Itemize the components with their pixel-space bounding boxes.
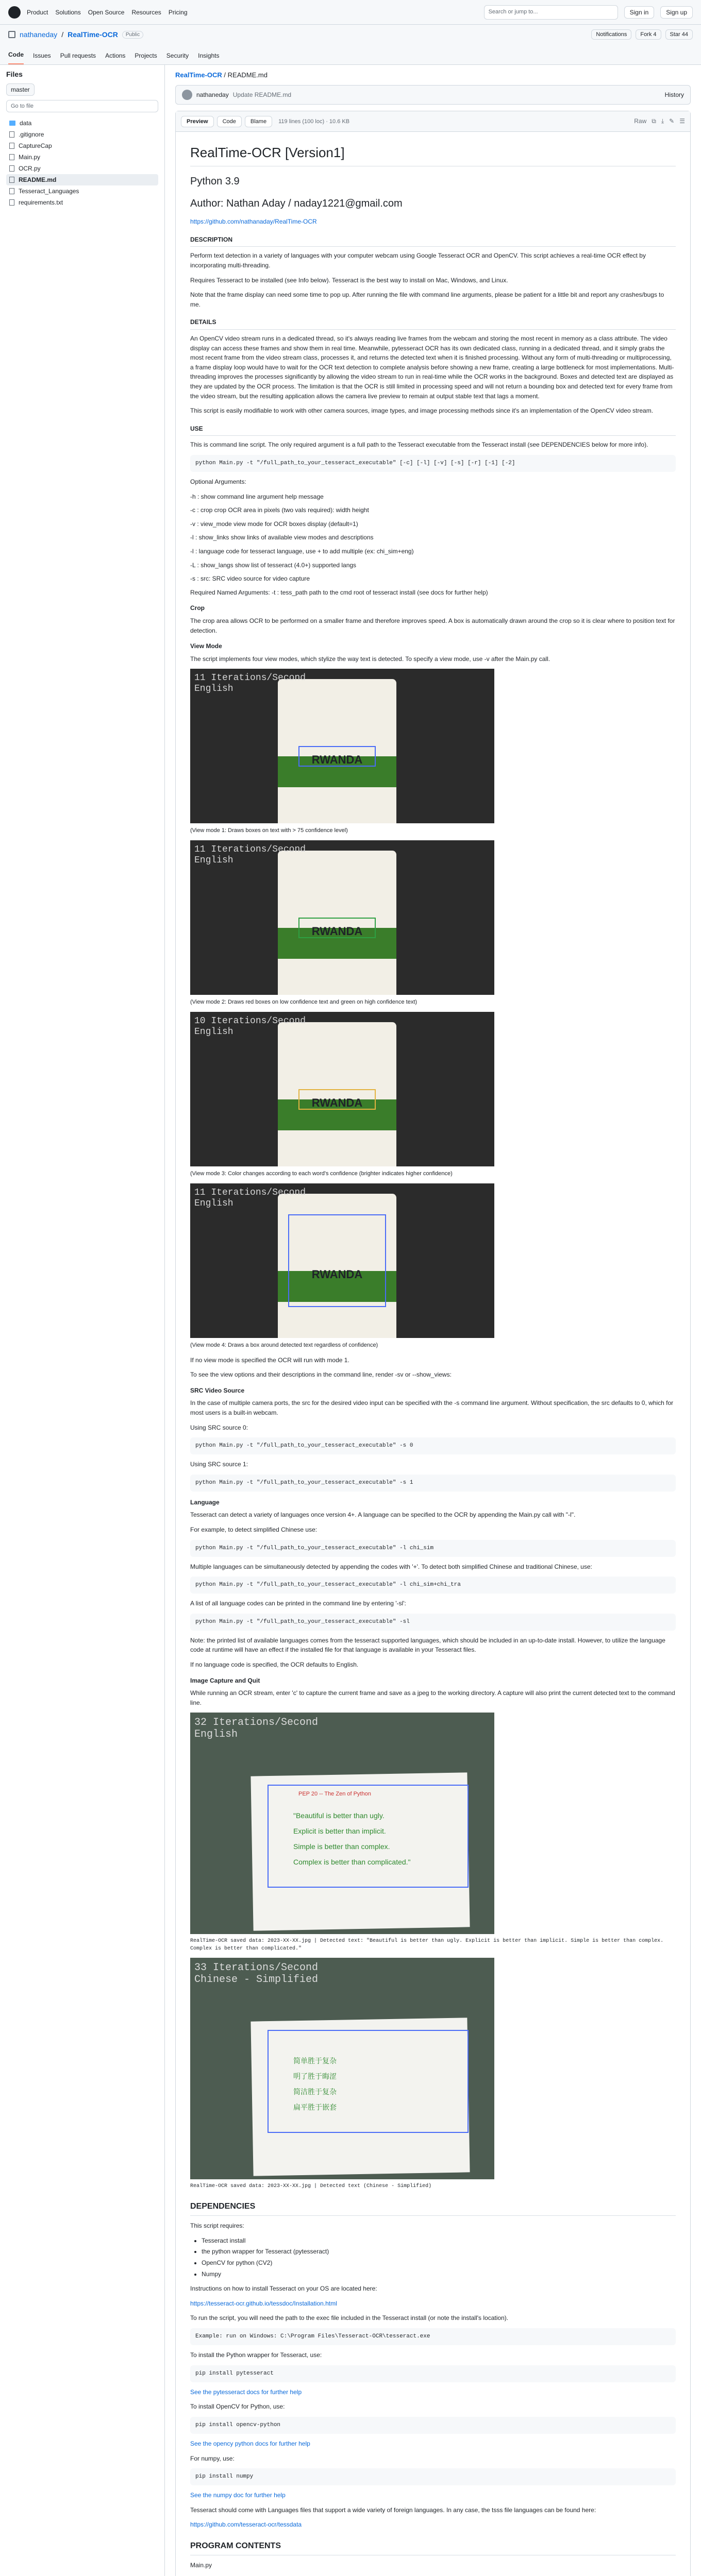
numpy-docs-link[interactable]: See the numpy doc for further help bbox=[190, 2492, 286, 2499]
star-button[interactable]: Star 44 bbox=[665, 29, 693, 40]
repo-icon bbox=[8, 31, 15, 38]
paper-line: "Beautiful is better than ugly. bbox=[293, 1811, 385, 1820]
search-input[interactable]: Search or jump to... bbox=[484, 5, 618, 20]
tab-issues[interactable]: Issues bbox=[33, 52, 51, 59]
file-info: 119 lines (100 loc) · 10.6 KB bbox=[278, 118, 350, 125]
file-icon bbox=[9, 177, 14, 183]
deps-code3[interactable]: pip install opencv-python bbox=[190, 2417, 676, 2434]
lang-code1[interactable]: python Main.py -t "/full_path_to_your_tesseract_executable" -l chi_sim bbox=[190, 1540, 676, 1557]
overlay-label: 11 Iterations/Second English bbox=[194, 1188, 306, 1209]
repo-separator: / bbox=[61, 30, 64, 39]
list-item: • the python wrapper for Tesseract (pytesseract) bbox=[202, 2247, 676, 2257]
commit-author[interactable]: nathaneday bbox=[196, 91, 229, 98]
overlay-label: 32 Iterations/Second English bbox=[194, 1717, 319, 1741]
paper-line: 简单胜于复杂 bbox=[293, 2057, 337, 2065]
top-nav bbox=[0, 0, 701, 25]
src-code2[interactable]: python Main.py -t "/full_path_to_your_tesseract_executable" -s 1 bbox=[190, 1475, 676, 1492]
src-code1-label: Using SRC source 0: bbox=[190, 1423, 248, 1431]
details-p1: An OpenCV video stream runs in a dedicated thread, so it's always reading live frames from the webcam and storing the most recent in memory as a class attribute. The video display can access these frames and show them in real time. Meanwhile, pytesseract OCR has its own dedicated class, running in a dedicated thread, and it simply grabs the most recent frame from the video stream class, processes it, and returns the detected text when it is finished processing. Without any form of multi-threading or multiprocessing, a frame display loop would have to wait for the OCR text detection to complete analysis before showing a new frame, creating a large bottleneck for most implementations. Multi-threading improves the processes significantly by allowing the video stream to run in real-time while the OCR works in the background. Boxes and detected text are displayed as they are updated by the OCR process. The limitation is that the OCR is still limited in processing speed and will not return a bounding box and detected text for every frame from the video stream, but the resulting application allows the camera live preview to remain at output stable text that lags a moment. bbox=[190, 335, 674, 400]
readme-title: RealTime-OCR [Version1] bbox=[190, 142, 676, 166]
sidebar-header bbox=[6, 70, 158, 78]
menu-product[interactable]: Product bbox=[27, 8, 48, 16]
description-p1: Perform text detection in a variety of languages with your computer webcam using Google Tesseract OCR and OpenCV. This script achieves a real-time OCR effect by incorporating multi-threading. bbox=[190, 252, 646, 269]
arg-line: -h : show command line argument help message bbox=[190, 493, 324, 500]
shot-caption-4: (View mode 4: Draws a box around detected text regardless of confidence) bbox=[190, 1342, 378, 1349]
opencv-docs-link[interactable]: See the opency python docs for further help bbox=[190, 2439, 310, 2447]
arg-line: -s : src: SRC video source for video capture bbox=[190, 575, 310, 583]
sidebar-item-capturecap[interactable] bbox=[6, 140, 158, 151]
file-icon bbox=[9, 188, 14, 194]
use-heading: USE bbox=[190, 424, 676, 436]
capture-p: While running an OCR stream, enter 'c' to capture the current frame and save as a jpeg to the working directory. A capture will also print the current detected text to the command line. bbox=[190, 1689, 675, 1706]
paper-line: 简洁胜于复杂 bbox=[293, 2088, 337, 2096]
sidebar-item-readme[interactable] bbox=[6, 174, 158, 185]
file-icon bbox=[9, 143, 14, 149]
bag-brand-text: RWANDA bbox=[311, 753, 363, 767]
readme-body bbox=[176, 132, 690, 2576]
lang-code3[interactable]: python Main.py -t "/full_path_to_your_tesseract_executable" -sl bbox=[190, 1614, 676, 1631]
lang-p3: Multiple languages can be simultaneously detected by appending the codes with '+'. To detect both simplified Chinese and traditional Chinese, use: bbox=[190, 1563, 592, 1570]
menu-solutions[interactable]: Solutions bbox=[55, 8, 81, 16]
viewmode-p: The script implements four view modes, which stylize the way text is detected. To specify a view mode, use -v after the Main.py call. bbox=[190, 655, 550, 663]
viewmode-heading: View Mode bbox=[190, 642, 222, 650]
src-code2-label: Using SRC source 1: bbox=[190, 1461, 248, 1468]
tab-blame[interactable]: Blame bbox=[245, 116, 272, 127]
sidebar-item-ocr[interactable] bbox=[6, 163, 158, 174]
tab-code[interactable]: Code bbox=[8, 51, 24, 64]
sidebar-item-label: data bbox=[20, 120, 32, 127]
file-icon bbox=[9, 154, 14, 160]
tab-security[interactable]: Security bbox=[166, 52, 189, 59]
sidebar-title: Files bbox=[6, 70, 23, 78]
repo-name-link[interactable]: RealTime-OCR bbox=[68, 30, 118, 39]
viewmode-note: If no view mode is specified the OCR will run with mode 1. bbox=[190, 1356, 349, 1364]
paper-line: Explicit is better than implicit. bbox=[293, 1827, 386, 1836]
list-item: • Numpy bbox=[202, 2269, 676, 2279]
raw-button[interactable]: Raw bbox=[634, 117, 647, 125]
tab-projects[interactable]: Projects bbox=[135, 52, 157, 59]
use-p1: This is command line script. The only required argument is a full path to the Tesseract executable from the Tesseract install (see DEPENDENCIES below for more info). bbox=[190, 441, 648, 449]
repo-link[interactable]: https://github.com/nathanaday/RealTime-OCR bbox=[190, 218, 317, 226]
bag-brand-text: RWANDA bbox=[311, 1268, 363, 1281]
breadcrumb-repo[interactable]: RealTime-OCR bbox=[175, 71, 222, 79]
shot-caption-3: (View mode 3: Color changes according to each word's confidence (brighter indicates higher confidence) bbox=[190, 1171, 453, 1177]
file-viewer bbox=[175, 111, 691, 2576]
deps-p3: To install the Python wrapper for Tesseract, use: bbox=[190, 2351, 322, 2359]
src-heading: SRC Video Source bbox=[190, 1386, 245, 1394]
download-icon[interactable]: ⤓ bbox=[661, 117, 664, 125]
tab-pull-requests[interactable]: Pull requests bbox=[60, 52, 96, 59]
capture-caption-1: RealTime-OCR saved data: 2023-XX-XX.jpg | Detected text: "Beautiful is better than ugly. Explicit is better than implicit. Simple is better than complex. Complex is better than complicated." bbox=[190, 1938, 664, 1952]
sidebar-item-tesseract-languages[interactable] bbox=[6, 185, 158, 197]
sidebar-item-label: README.md bbox=[19, 176, 57, 183]
deps-code4[interactable]: pip install numpy bbox=[190, 2468, 676, 2485]
viewmode-screenshot-2 bbox=[190, 840, 494, 995]
history-link[interactable]: History bbox=[664, 91, 684, 98]
arg-line: -v : view_mode view mode for OCR boxes display (default=1) bbox=[190, 520, 358, 528]
sidebar-item-main[interactable] bbox=[6, 151, 158, 163]
use-code[interactable]: python Main.py -t "/full_path_to_your_tesseract_executable" [-c] [-l] [-v] [-s] [-r] [-1] [-2] bbox=[190, 455, 676, 472]
tessdata-link[interactable]: https://github.com/tesseract-ocr/tessdata bbox=[190, 2521, 302, 2529]
paper-line: Complex is better than complicated." bbox=[293, 1858, 411, 1867]
arg-line: -l : language code for tesseract language, use + to add multiple (ex: chi_sim+eng) bbox=[190, 548, 414, 555]
sidebar-item-data[interactable] bbox=[6, 117, 158, 129]
viewmode-note2: To see the view options and their descriptions in the command line, render -sv or --show_views: bbox=[190, 1371, 452, 1379]
readme-author: Author: Nathan Aday / naday1221@gmail.com bbox=[190, 198, 403, 210]
dependencies-heading: DEPENDENCIES bbox=[190, 2200, 676, 2216]
page-layout bbox=[0, 65, 701, 2576]
file-icon bbox=[9, 199, 14, 206]
menu-pricing[interactable]: Pricing bbox=[168, 8, 188, 16]
sidebar-item-label: .gitignore bbox=[19, 131, 44, 138]
python-version: Python 3.9 bbox=[190, 176, 240, 188]
main-content bbox=[165, 65, 701, 2576]
tab-preview[interactable]: Preview bbox=[181, 116, 214, 127]
file-sidebar bbox=[0, 65, 165, 2576]
arg-line: -c : crop crop OCR area in pixels (two vals required): width height bbox=[190, 506, 369, 514]
notifications-button[interactable]: Notifications bbox=[591, 29, 631, 40]
sidebar-item-label: CaptureCap bbox=[19, 142, 52, 149]
capture-screenshot-1 bbox=[190, 1713, 494, 1934]
breadcrumb bbox=[175, 71, 691, 79]
crop-box bbox=[268, 1785, 469, 1888]
capture-caption-2: RealTime-OCR saved data: 2023-XX-XX.jpg | Detected text (Chinese - Simplified) bbox=[190, 2183, 432, 2190]
bag-brand-text: RWANDA bbox=[311, 925, 363, 938]
lang-code2[interactable]: python Main.py -t "/full_path_to_your_tesseract_executable" -l chi_sim+chi_tra bbox=[190, 1577, 676, 1594]
crop-box bbox=[268, 2030, 469, 2133]
src-code1[interactable]: python Main.py -t "/full_path_to_your_tesseract_executable" -s 0 bbox=[190, 1437, 676, 1454]
arg-line: -l : show_links show links of available view modes and descriptions bbox=[190, 534, 374, 541]
pytesseract-docs-link[interactable]: See the pytesseract docs for further help bbox=[190, 2388, 302, 2396]
breadcrumb-separator: / bbox=[222, 71, 228, 79]
lang-p6: If no language code is specified, the OCR defaults to English. bbox=[190, 1661, 359, 1669]
bag-brand-text: RWANDA bbox=[311, 1096, 363, 1110]
tesseract-install-link[interactable]: https://tesseract-ocr.github.io/tessdoc/Installation.html bbox=[190, 2299, 337, 2307]
shot-caption-2: (View mode 2: Draws red boxes on low confidence text and green on high confidence text) bbox=[190, 999, 418, 1006]
paper-line: Simple is better than complex. bbox=[293, 1842, 390, 1851]
file-icon bbox=[9, 131, 14, 138]
paper-line: 扁平胜于嵌套 bbox=[293, 2103, 337, 2112]
copy-icon[interactable]: ⧉ bbox=[652, 117, 656, 125]
paper-line: 明了胜于晦涩 bbox=[293, 2072, 337, 2081]
sidebar-item-label: Main.py bbox=[19, 154, 41, 161]
sidebar-item-label: Tesseract_Languages bbox=[19, 188, 79, 195]
language-heading: Language bbox=[190, 1498, 220, 1506]
deps-code1[interactable]: Example: run on Windows: C:\Program Files\Tesseract-OCR\tesseract.exe bbox=[190, 2328, 676, 2345]
fork-button[interactable]: Fork 4 bbox=[636, 29, 661, 40]
deps-p1: Instructions on how to install Tesseract on your OS are located here: bbox=[190, 2285, 377, 2293]
details-p2: This script is easily modifiable to work with other camera sources, image types, and image processing methods since it's an implementation of the OpenCV video stream. bbox=[190, 407, 654, 415]
description-heading: DESCRIPTION bbox=[190, 235, 676, 247]
lang-p1: Tesseract can detect a variety of languages once version 4+. A language can be specified to the OCR by appending the Main.py call with "-l". bbox=[190, 1511, 576, 1519]
deps-code2[interactable]: pip install pytesseract bbox=[190, 2365, 676, 2382]
deps-p5: For numpy, use: bbox=[190, 2454, 235, 2462]
repo-owner-link[interactable]: nathaneday bbox=[20, 30, 58, 39]
paper-title: PEP 20 -- The Zen of Python bbox=[298, 1791, 371, 1798]
arg-line: -L : show_langs show list of tesseract (4.0+) supported langs bbox=[190, 561, 357, 569]
crop-heading: Crop bbox=[190, 604, 205, 612]
overlay-label: 11 Iterations/Second English bbox=[194, 844, 306, 866]
commit-message[interactable]: Update README.md bbox=[232, 91, 292, 98]
optional-args-label: Optional Arguments: bbox=[190, 478, 246, 486]
outline-icon[interactable]: ☰ bbox=[679, 117, 685, 125]
lang-p4: A list of all language codes can be printed in the command line by entering '-sl': bbox=[190, 1600, 406, 1607]
sign-in-button[interactable]: Sign in bbox=[624, 6, 655, 19]
tab-actions[interactable]: Actions bbox=[105, 52, 126, 59]
deps-intro: This script requires: bbox=[190, 2222, 244, 2230]
src-p: In the case of multiple camera ports, the src for the desired video input can be specified with the -s command line argument. Without specification, the src defaults to 0, which for most users is a built-in webcam. bbox=[190, 1399, 674, 1416]
capture-heading: Image Capture and Quit bbox=[190, 1676, 260, 1684]
description-p2: Requires Tesseract to be installed (see Info below). Tesseract is the best way to install on Mac, Windows, and Linux. bbox=[190, 276, 508, 284]
detection-box bbox=[288, 1214, 386, 1307]
folder-icon bbox=[9, 121, 15, 126]
overlay-label: 10 Iterations/Second English bbox=[194, 1016, 306, 1038]
prog-name: Main.py bbox=[190, 2561, 212, 2569]
shot-caption-1: (View mode 1: Draws boxes on text with > 75 confidence level) bbox=[190, 827, 348, 834]
viewer-icons bbox=[634, 117, 685, 125]
file-icon bbox=[9, 165, 14, 172]
viewmode-screenshot-4 bbox=[190, 1183, 494, 1338]
program-contents-heading: PROGRAM CONTENTS bbox=[190, 2540, 676, 2555]
capture-screenshot-2 bbox=[190, 1958, 494, 2179]
viewmode-screenshot-3 bbox=[190, 1012, 494, 1166]
overlay-label: 33 Iterations/Second Chinese - Simplified bbox=[194, 1962, 319, 1986]
list-item: • OpenCV for python (CV2) bbox=[202, 2258, 676, 2268]
overlay-label: 11 Iterations/Second English bbox=[194, 673, 306, 694]
go-to-file-input[interactable]: Go to file bbox=[6, 100, 158, 112]
repo-actions bbox=[591, 29, 693, 40]
edit-icon[interactable]: ✎ bbox=[669, 117, 675, 125]
crop-p: The crop area allows OCR to be performed on a smaller frame and therefore improves speed. A box is automatically drawn around the crop so it is clear where to position text for detection. bbox=[190, 617, 675, 634]
list-item: • Tesseract install bbox=[202, 2236, 676, 2246]
menu-open-source[interactable]: Open Source bbox=[88, 8, 125, 16]
details-heading: DETAILS bbox=[190, 317, 676, 330]
lang-p2: For example, to detect simplified Chinese use: bbox=[190, 1526, 318, 1533]
deps-p6: Tesseract should come with Languages files that support a wide variety of foreign languages. In any case, the tsss file languages can be found here: bbox=[190, 2506, 596, 2514]
detection-box bbox=[298, 746, 376, 767]
breadcrumb-file: README.md bbox=[227, 71, 268, 79]
detection-box bbox=[298, 918, 376, 938]
viewmode-screenshot-1 bbox=[190, 669, 494, 823]
sidebar-item-label: requirements.txt bbox=[19, 199, 63, 206]
avatar[interactable] bbox=[182, 90, 192, 100]
menu-resources[interactable]: Resources bbox=[131, 8, 161, 16]
viewer-toolbar bbox=[176, 111, 690, 132]
tab-insights[interactable]: Insights bbox=[198, 52, 220, 59]
sidebar-item-requirements[interactable] bbox=[6, 197, 158, 208]
tab-code-view[interactable]: Code bbox=[217, 116, 242, 127]
required-args: Required Named Arguments: -t : tess_path path to the cmd root of tesseract install (see docs for further help) bbox=[190, 588, 488, 596]
deps-list bbox=[202, 2236, 676, 2279]
description-p3: Note that the frame display can need some time to pop up. After running the file with command line arguments, please be patient for a little bit and report any crashes/bugs to me. bbox=[190, 291, 664, 308]
sidebar-item-gitignore[interactable] bbox=[6, 129, 158, 140]
repo-tabs bbox=[0, 44, 701, 65]
repo-header bbox=[0, 25, 701, 44]
detection-box bbox=[298, 1089, 376, 1110]
branch-selector[interactable]: master bbox=[6, 83, 35, 96]
deps-p4: To install OpenCV for Python, use: bbox=[190, 2403, 285, 2411]
sign-up-button[interactable]: Sign up bbox=[660, 6, 693, 19]
latest-commit-bar bbox=[175, 85, 691, 105]
sidebar-item-label: OCR.py bbox=[19, 165, 41, 172]
top-menu bbox=[27, 9, 188, 16]
github-logo-icon[interactable] bbox=[8, 6, 21, 19]
deps-p2: To run the script, you will need the path to the exec file included in the Tesseract install (or note the install's location). bbox=[190, 2314, 509, 2322]
lang-p5: Note: the printed list of available languages comes from the tesseract supported languages, which should be included in an up-to-date install. However, to utilize the language code at runtime will have an effect if the installed file for that language is available in your Tesseract files. bbox=[190, 1636, 665, 1654]
visibility-badge: Public bbox=[122, 31, 143, 39]
